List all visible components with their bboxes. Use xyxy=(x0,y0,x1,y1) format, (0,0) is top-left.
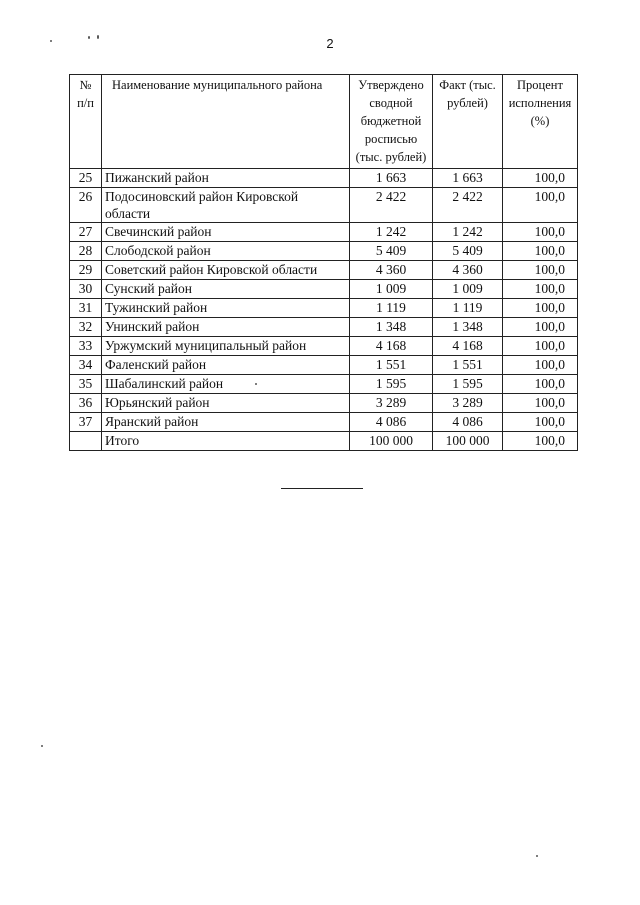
table-row xyxy=(70,299,578,318)
cell-num xyxy=(70,432,102,451)
cell-name: Уржумский муниципальный район xyxy=(102,337,350,356)
table-body xyxy=(70,169,578,451)
budget-table xyxy=(69,74,578,451)
scan-speck xyxy=(50,40,52,42)
cell-fact: 2 422 xyxy=(433,188,503,223)
cell-approved: 4 360 xyxy=(350,261,433,280)
cell-name: Свечинский район xyxy=(102,223,350,242)
cell-percent: 100,0 xyxy=(503,261,578,280)
cell-approved: 4 086 xyxy=(350,413,433,432)
cell-percent: 100,0 xyxy=(503,432,578,451)
table-row xyxy=(70,413,578,432)
cell-approved: 1 242 xyxy=(350,223,433,242)
cell-fact: 1 663 xyxy=(433,169,503,188)
page-number: 2 xyxy=(326,36,334,51)
header-num: № п/п xyxy=(70,75,102,169)
table-row xyxy=(70,223,578,242)
cell-name: Итого xyxy=(102,432,350,451)
header-name: Наименование муниципального района xyxy=(102,75,350,169)
table-row xyxy=(70,318,578,337)
table-row xyxy=(70,394,578,413)
cell-num: 33 xyxy=(70,337,102,356)
cell-fact: 4 086 xyxy=(433,413,503,432)
cell-name: Фаленский район xyxy=(102,356,350,375)
cell-num: 36 xyxy=(70,394,102,413)
cell-percent: 100,0 xyxy=(503,318,578,337)
cell-approved: 100 000 xyxy=(350,432,433,451)
cell-approved: 2 422 xyxy=(350,188,433,223)
scan-speck xyxy=(255,383,257,385)
cell-num: 35 xyxy=(70,375,102,394)
cell-num: 30 xyxy=(70,280,102,299)
cell-num: 37 xyxy=(70,413,102,432)
cell-percent: 100,0 xyxy=(503,356,578,375)
cell-num: 29 xyxy=(70,261,102,280)
cell-percent: 100,0 xyxy=(503,413,578,432)
cell-fact: 1 348 xyxy=(433,318,503,337)
cell-name: Юрьянский район xyxy=(102,394,350,413)
cell-percent: 100,0 xyxy=(503,169,578,188)
table-row xyxy=(70,188,578,223)
cell-approved: 1 663 xyxy=(350,169,433,188)
cell-approved: 1 119 xyxy=(350,299,433,318)
cell-percent: 100,0 xyxy=(503,375,578,394)
total-row xyxy=(70,432,578,451)
scan-speck xyxy=(536,855,538,857)
cell-name: Шабалинский район xyxy=(102,375,350,394)
cell-name: Унинский район xyxy=(102,318,350,337)
cell-percent: 100,0 xyxy=(503,299,578,318)
cell-name: Тужинский район xyxy=(102,299,350,318)
cell-approved: 1 551 xyxy=(350,356,433,375)
cell-approved: 3 289 xyxy=(350,394,433,413)
cell-fact: 1 551 xyxy=(433,356,503,375)
cell-name: Советский район Кировской области xyxy=(102,261,350,280)
cell-num: 28 xyxy=(70,242,102,261)
table-row xyxy=(70,261,578,280)
cell-approved: 1 009 xyxy=(350,280,433,299)
cell-num: 25 xyxy=(70,169,102,188)
cell-percent: 100,0 xyxy=(503,280,578,299)
cell-fact: 1 119 xyxy=(433,299,503,318)
cell-approved: 4 168 xyxy=(350,337,433,356)
table-row xyxy=(70,280,578,299)
scan-speck xyxy=(41,745,43,747)
scan-speck xyxy=(88,36,90,39)
cell-name: Сунский район xyxy=(102,280,350,299)
table-row xyxy=(70,169,578,188)
table-row xyxy=(70,242,578,261)
scan-speck xyxy=(97,35,99,39)
cell-name: Подосиновский район Кировской области xyxy=(102,188,350,223)
table-row xyxy=(70,375,578,394)
cell-num: 34 xyxy=(70,356,102,375)
cell-approved: 1 348 xyxy=(350,318,433,337)
header-row xyxy=(70,75,578,169)
cell-fact: 4 168 xyxy=(433,337,503,356)
cell-name: Пижанский район xyxy=(102,169,350,188)
header-fact: Факт (тыс. рублей) xyxy=(433,75,503,169)
cell-fact: 1 242 xyxy=(433,223,503,242)
cell-fact: 1 009 xyxy=(433,280,503,299)
cell-name: Яранский район xyxy=(102,413,350,432)
header-percent: Процент исполнения (%) xyxy=(503,75,578,169)
closing-divider xyxy=(281,488,363,489)
header-approved: Утверждено сводной бюджетной росписью (тыс. рублей) xyxy=(350,75,433,169)
cell-percent: 100,0 xyxy=(503,188,578,223)
cell-percent: 100,0 xyxy=(503,223,578,242)
cell-num: 27 xyxy=(70,223,102,242)
cell-fact: 1 595 xyxy=(433,375,503,394)
cell-percent: 100,0 xyxy=(503,337,578,356)
cell-percent: 100,0 xyxy=(503,394,578,413)
cell-name: Слободской район xyxy=(102,242,350,261)
cell-num: 31 xyxy=(70,299,102,318)
cell-fact: 5 409 xyxy=(433,242,503,261)
table-row xyxy=(70,337,578,356)
cell-approved: 5 409 xyxy=(350,242,433,261)
cell-fact: 100 000 xyxy=(433,432,503,451)
cell-fact: 3 289 xyxy=(433,394,503,413)
cell-num: 32 xyxy=(70,318,102,337)
table-row xyxy=(70,356,578,375)
cell-approved: 1 595 xyxy=(350,375,433,394)
table-header xyxy=(70,75,578,169)
cell-num: 26 xyxy=(70,188,102,223)
cell-percent: 100,0 xyxy=(503,242,578,261)
cell-fact: 4 360 xyxy=(433,261,503,280)
